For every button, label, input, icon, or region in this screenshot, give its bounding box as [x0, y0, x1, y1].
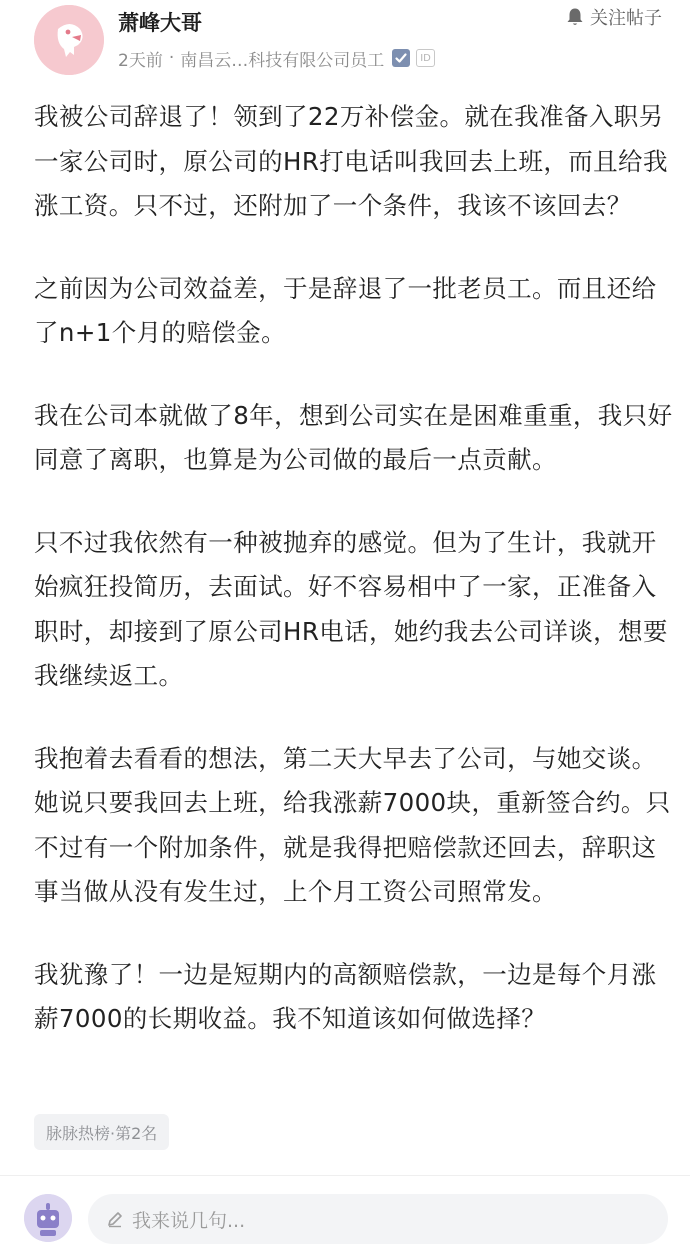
author-name[interactable]: 萧峰大哥	[118, 11, 202, 35]
robot-avatar-icon	[24, 1194, 72, 1242]
post-paragraph: 我在公司本就做了8年，想到公司实在是困难重重，我只好同意了离职，也算是为公司做的最后一点贡献。	[34, 400, 673, 474]
post-body	[34, 95, 674, 1080]
current-user-avatar[interactable]	[24, 1194, 72, 1242]
comment-input[interactable]	[88, 1194, 668, 1244]
bell-icon	[566, 7, 584, 27]
post-time: 2天前	[118, 50, 163, 71]
author-company: 南昌云…科技有限公司员工	[180, 50, 385, 71]
avatar-mascot-icon	[34, 5, 104, 75]
meta-separator: ·	[168, 48, 175, 68]
post-paragraph: 只不过我依然有一种被抛弃的感觉。但为了生计，我就开始疯狂投简历，去面试。好不容易相中了一家，正准备入职时，却接到了原公司HR电话，她约我去公司详谈，想要我继续返工。	[34, 527, 668, 690]
verified-badge-icon	[392, 49, 410, 67]
hot-list-tag[interactable]: 脉脉热榜·第2名	[34, 1114, 169, 1150]
comment-bar	[0, 1176, 690, 1232]
follow-post-button[interactable]	[566, 4, 662, 30]
pencil-icon	[106, 1210, 124, 1228]
author-avatar[interactable]	[34, 5, 104, 75]
post-header	[0, 0, 690, 84]
comment-placeholder: 我来说几句...	[132, 1209, 246, 1232]
author-meta	[118, 46, 435, 70]
post-paragraph: 我被公司辞退了！领到了22万补偿金。就在我准备入职另一家公司时，原公司的HR打电话叫我回去上班，而且给我涨工资。只不过，还附加了一个条件，我该不该回去？	[34, 102, 668, 220]
follow-post-label: 关注帖子	[590, 8, 662, 29]
post-paragraph: 我抱着去看看的想法，第二天大早去了公司，与她交谈。她说只要我回去上班，给我涨薪7000块，重新签合约。只不过有一个附加条件，就是我得把赔偿款还回去，辞职这事当做从没有发生过，上个月工资公司照常发。	[34, 743, 671, 906]
id-badge-icon: ID	[416, 49, 435, 67]
post-paragraph: 我犹豫了！一边是短期内的高额赔偿款，一边是每个月涨薪7000的长期收益。我不知道该如何做选择？	[34, 959, 657, 1033]
post-paragraph: 之前因为公司效益差，于是辞退了一批老员工。而且还给了n+1个月的赔偿金。	[34, 273, 657, 347]
